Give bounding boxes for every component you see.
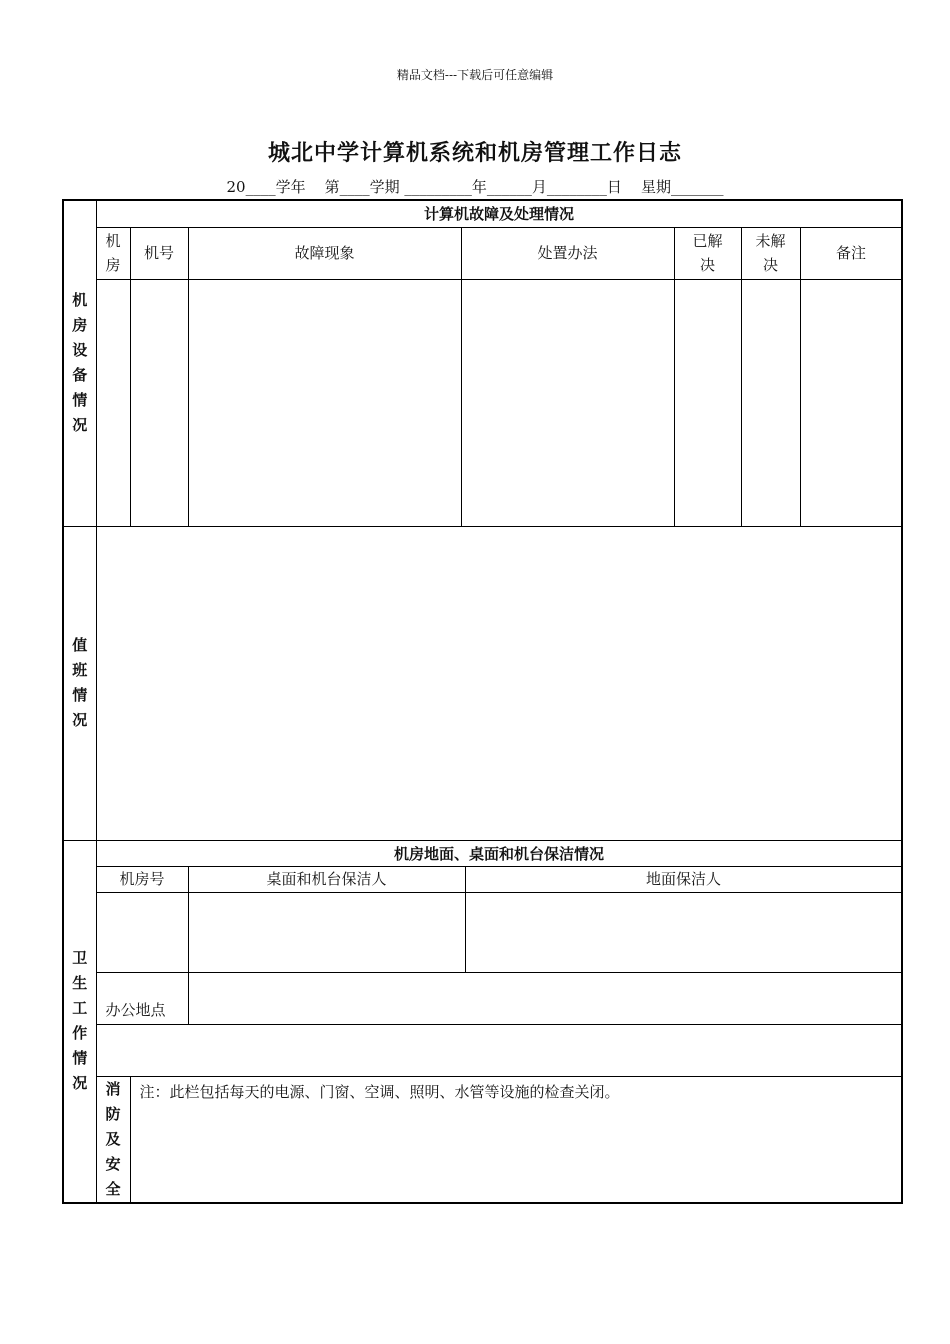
fault-cell-machine-number[interactable] [130,279,188,526]
hygiene-extra-cell[interactable] [96,1024,902,1076]
col-header-resolved [674,227,741,279]
hygiene-side-text: 卫生工作情况 [72,949,88,1092]
safety-note: 注：此栏包括每天的电源、门窗、空调、照明、水管等设施的检查关闭。 [130,1076,902,1203]
equipment-side-text: 机房设备情况 [72,291,88,435]
col-header-fault-symptom: 故障现象 [188,227,461,279]
fault-cell-resolved[interactable] [674,279,741,526]
fault-cell-remark[interactable] [800,279,902,526]
col-header-room-text: 机房 [105,232,121,274]
col-header-remark: 备注 [800,227,902,279]
office-location-label: 办公地点 [96,972,188,1024]
safety-side-label [96,1076,130,1203]
col-header-room-number: 机房号 [96,866,188,892]
duty-content-cell[interactable] [96,526,902,840]
col-header-floor-cleaner: 地面保洁人 [465,866,902,892]
date-line: 20____学年 第____学期 _________年______月________日 星期_______ [226,178,724,196]
fault-cell-room[interactable] [96,279,130,526]
cleaning-cell-desk-cleaner[interactable] [188,892,465,972]
fault-cell-unresolved[interactable] [741,279,800,526]
equipment-side-label [63,200,96,526]
fault-cell-symptom[interactable] [188,279,461,526]
fault-cell-method[interactable] [461,279,674,526]
work-log-table [62,199,903,1204]
hygiene-side-label [63,840,96,1203]
cleaning-section-heading: 机房地面、桌面和机台保洁情况 [96,840,902,866]
duty-side-text: 值班情况 [72,636,88,729]
col-header-handling-method: 处置办法 [461,227,674,279]
cleaning-cell-floor-cleaner[interactable] [465,892,902,972]
col-header-machine-number: 机号 [130,227,188,279]
col-header-room [96,227,130,279]
col-header-desk-cleaner: 桌面和机台保洁人 [188,866,465,892]
col-header-resolved-text: 已解决 [692,232,723,274]
safety-side-text: 消防及安全 [105,1079,121,1198]
document-title: 城北中学计算机系统和机房管理工作日志 [267,140,682,166]
office-location-cell[interactable] [188,972,902,1024]
cleaning-cell-room-number[interactable] [96,892,188,972]
fault-section-heading: 计算机故障及处理情况 [96,200,902,227]
col-header-unresolved [741,227,800,279]
duty-side-label [63,526,96,840]
header-note: 精品文档---下载后可任意编辑 [396,68,554,82]
col-header-unresolved-text: 未解决 [755,232,786,274]
